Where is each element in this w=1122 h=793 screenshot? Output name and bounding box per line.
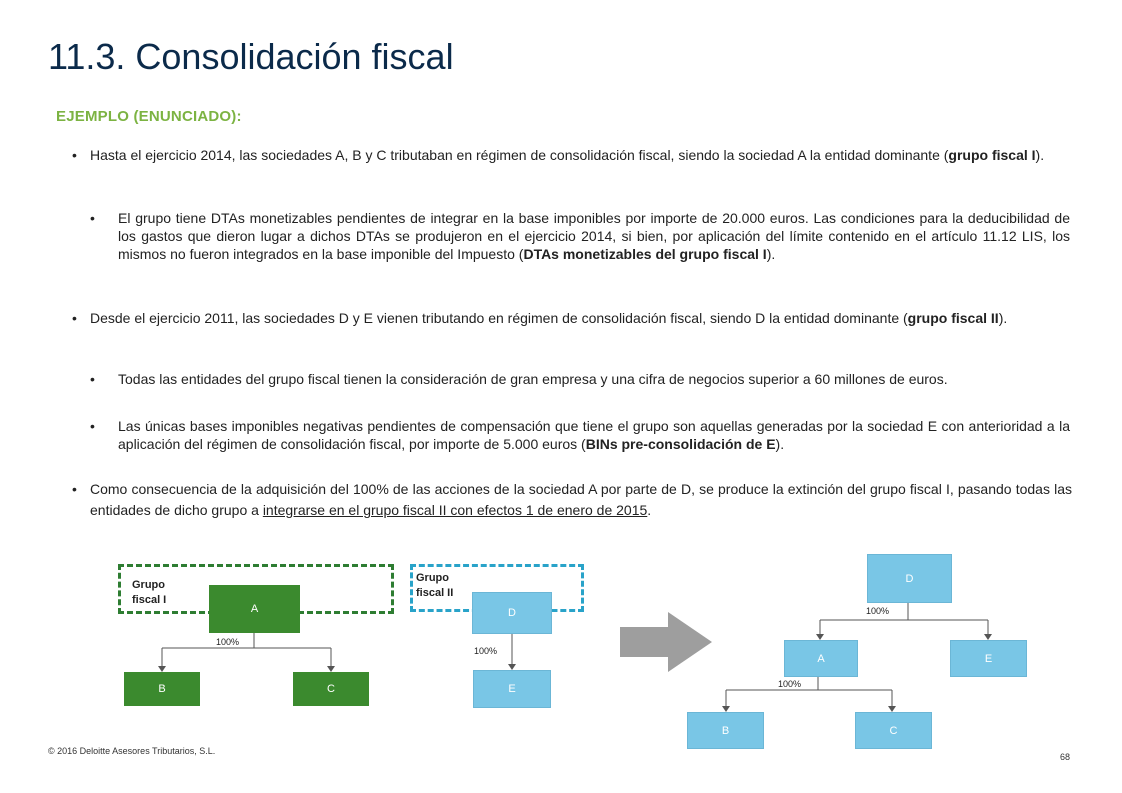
bullet-bold: BINs pre-consolidación de E [585, 436, 776, 452]
node-b-merged: B [687, 712, 764, 749]
bullet-underline: integrarse en el grupo fiscal II con efectos 1 de enero de 2015 [262, 502, 648, 518]
pct-label: 100% [778, 679, 802, 689]
pct-label: 100% [866, 606, 890, 616]
bullet-text: Hasta el ejercicio 2014, las sociedades A, B y C tributaban en régimen de consolidación fiscal, siendo la sociedad A la entidad dominante ( [90, 147, 949, 163]
page-title: 11.3. Consolidación fiscal [48, 36, 454, 77]
bullet-bold: DTAs monetizables del grupo fiscal I [523, 246, 767, 262]
node-e: E [473, 670, 551, 708]
section-subtitle: EJEMPLO (ENUNCIADO): [56, 108, 242, 125]
node-c-merged: C [855, 712, 932, 749]
page-number: 68 [1060, 752, 1071, 762]
node-d-merged: D [867, 554, 952, 603]
bullet-text-end: ). [766, 246, 776, 262]
transition-arrow-icon [620, 612, 712, 672]
bullet-text-end: . [647, 502, 652, 518]
bullet-marker: • [90, 418, 95, 434]
bullet-text: Desde el ejercicio 2011, las sociedades D y E vienen tributando en régimen de consolidación fiscal, siendo D la entidad dominante ( [90, 310, 908, 326]
bullet-text: Las únicas bases imponibles negativas pendientes de compensación que tiene el grupo son aquellas generadas por la sociedad E con anterioridad a la aplicación del régimen de consolidación fiscal, por importe de 5.000 euros ( [118, 418, 1070, 452]
bullet-text-end: ). [1035, 147, 1045, 163]
bullet-text-end: ). [775, 436, 785, 452]
bullet-text: Todas las entidades del grupo fiscal tienen la consideración de gran empresa y una cifra de negocios superior a 60 millones de euros. [118, 371, 948, 387]
group-fiscal-2-label: Grupo fiscal II [416, 571, 457, 601]
bullet-marker: • [90, 210, 95, 226]
node-c: C [293, 672, 369, 706]
bullet-marker: • [72, 147, 77, 163]
bullet-marker: • [72, 310, 77, 326]
copyright-footer: © 2016 Deloitte Asesores Tributarios, S.L. [48, 746, 216, 756]
bullet-bold: grupo fiscal II [907, 310, 999, 326]
node-a: A [209, 585, 300, 633]
bullet-bold: grupo fiscal I [948, 147, 1036, 163]
node-e-merged: E [950, 640, 1027, 677]
bullet-text-end: ). [998, 310, 1008, 326]
bullet-marker: • [90, 371, 95, 387]
bullet-text: Como consecuencia de la adquisición del 100% de las acciones de la sociedad A por parte de D, se produce la extinción del grupo fiscal I, pasando todas las entidades de dicho grupo a [90, 481, 1072, 518]
node-b: B [124, 672, 200, 706]
bullet-marker: • [72, 481, 77, 497]
pct-label: 100% [474, 646, 498, 656]
group-fiscal-1-label: Grupo fiscal I [132, 578, 170, 608]
bullet-text: El grupo tiene DTAs monetizables pendientes de integrar en la base imponibles por importe de 20.000 euros. Las condiciones para la deducibilidad de los gastos que dieron lugar a dichos DTAs se produjeron en el ejercicio 2014, si bien, por aplicación del límite contenido en el artículo 11.12 LIS, los mismos no fueron integrados en la base imponible del Impuesto ( [118, 210, 1070, 262]
pct-label: 100% [216, 637, 240, 647]
node-a-merged: A [784, 640, 858, 677]
node-d: D [472, 592, 552, 634]
